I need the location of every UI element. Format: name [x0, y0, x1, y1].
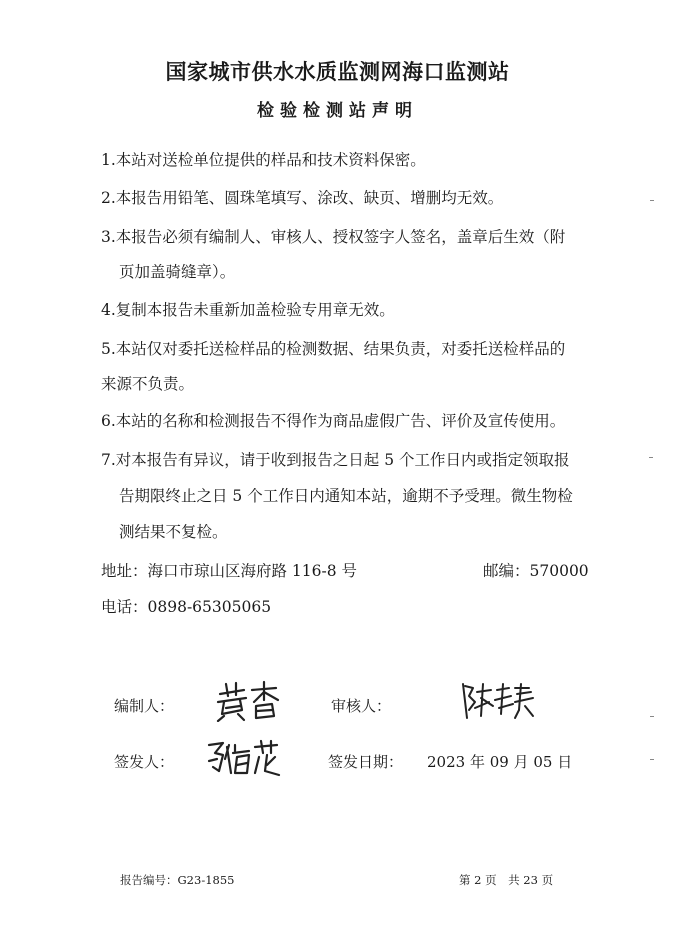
scan-mark	[650, 200, 654, 201]
statement-5: 5.本站仅对委托送检样品的检测数据、结果负责，对委托送检样品的	[101, 340, 566, 358]
compiler-label: 编制人：	[114, 697, 175, 715]
compiler-signature	[214, 680, 284, 722]
page-subtitle: 检验检测站声明	[257, 101, 418, 121]
reviewer-label: 审核人：	[331, 697, 392, 715]
statement-5-cont: 来源不负责。	[101, 375, 195, 393]
statement-4: 4.复制本报告未重新加盖检验专用章无效。	[101, 301, 395, 319]
statement-7-cont-2: 测结果不复检。	[119, 523, 228, 541]
issue-date-label: 签发日期：	[328, 753, 404, 771]
page-title: 国家城市供水水质监测网海口监测站	[165, 60, 510, 84]
scan-mark	[649, 457, 653, 458]
statement-3-cont: 页加盖骑缝章）。	[119, 263, 236, 281]
statement-7: 7.对本报告有异议，请于收到报告之日起 5 个工作日内或指定领取报	[101, 451, 570, 469]
phone: 电话：0898-65305065	[101, 598, 272, 616]
issuer-label: 签发人：	[114, 753, 175, 771]
scan-mark	[650, 759, 654, 760]
reviewer-signature	[457, 680, 537, 724]
statement-3: 3.本报告必须有编制人、审核人、授权签字人签名，盖章后生效（附	[101, 228, 566, 246]
scan-mark	[650, 716, 654, 717]
issue-date: 2023 年 09 月 05 日	[427, 753, 573, 771]
address: 地址：海口市琼山区海府路 116-8 号	[101, 562, 358, 580]
statement-1: 1.本站对送检单位提供的样品和技术资料保密。	[101, 151, 426, 169]
report-number: 报告编号：G23-1855	[120, 873, 235, 887]
statement-7-cont-1: 告期限终止之日 5 个工作日内通知本站，逾期不予受理。微生物检	[119, 487, 573, 505]
page-number: 第 2 页 共 23 页	[459, 873, 554, 887]
postcode: 邮编：570000	[483, 562, 589, 580]
statement-2: 2.本报告用铅笔、圆珠笔填写、涂改、缺页、增删均无效。	[101, 189, 504, 207]
issuer-signature	[205, 739, 285, 779]
statement-6: 6.本站的名称和检测报告不得作为商品虚假广告、评价及宣传使用。	[101, 412, 566, 430]
